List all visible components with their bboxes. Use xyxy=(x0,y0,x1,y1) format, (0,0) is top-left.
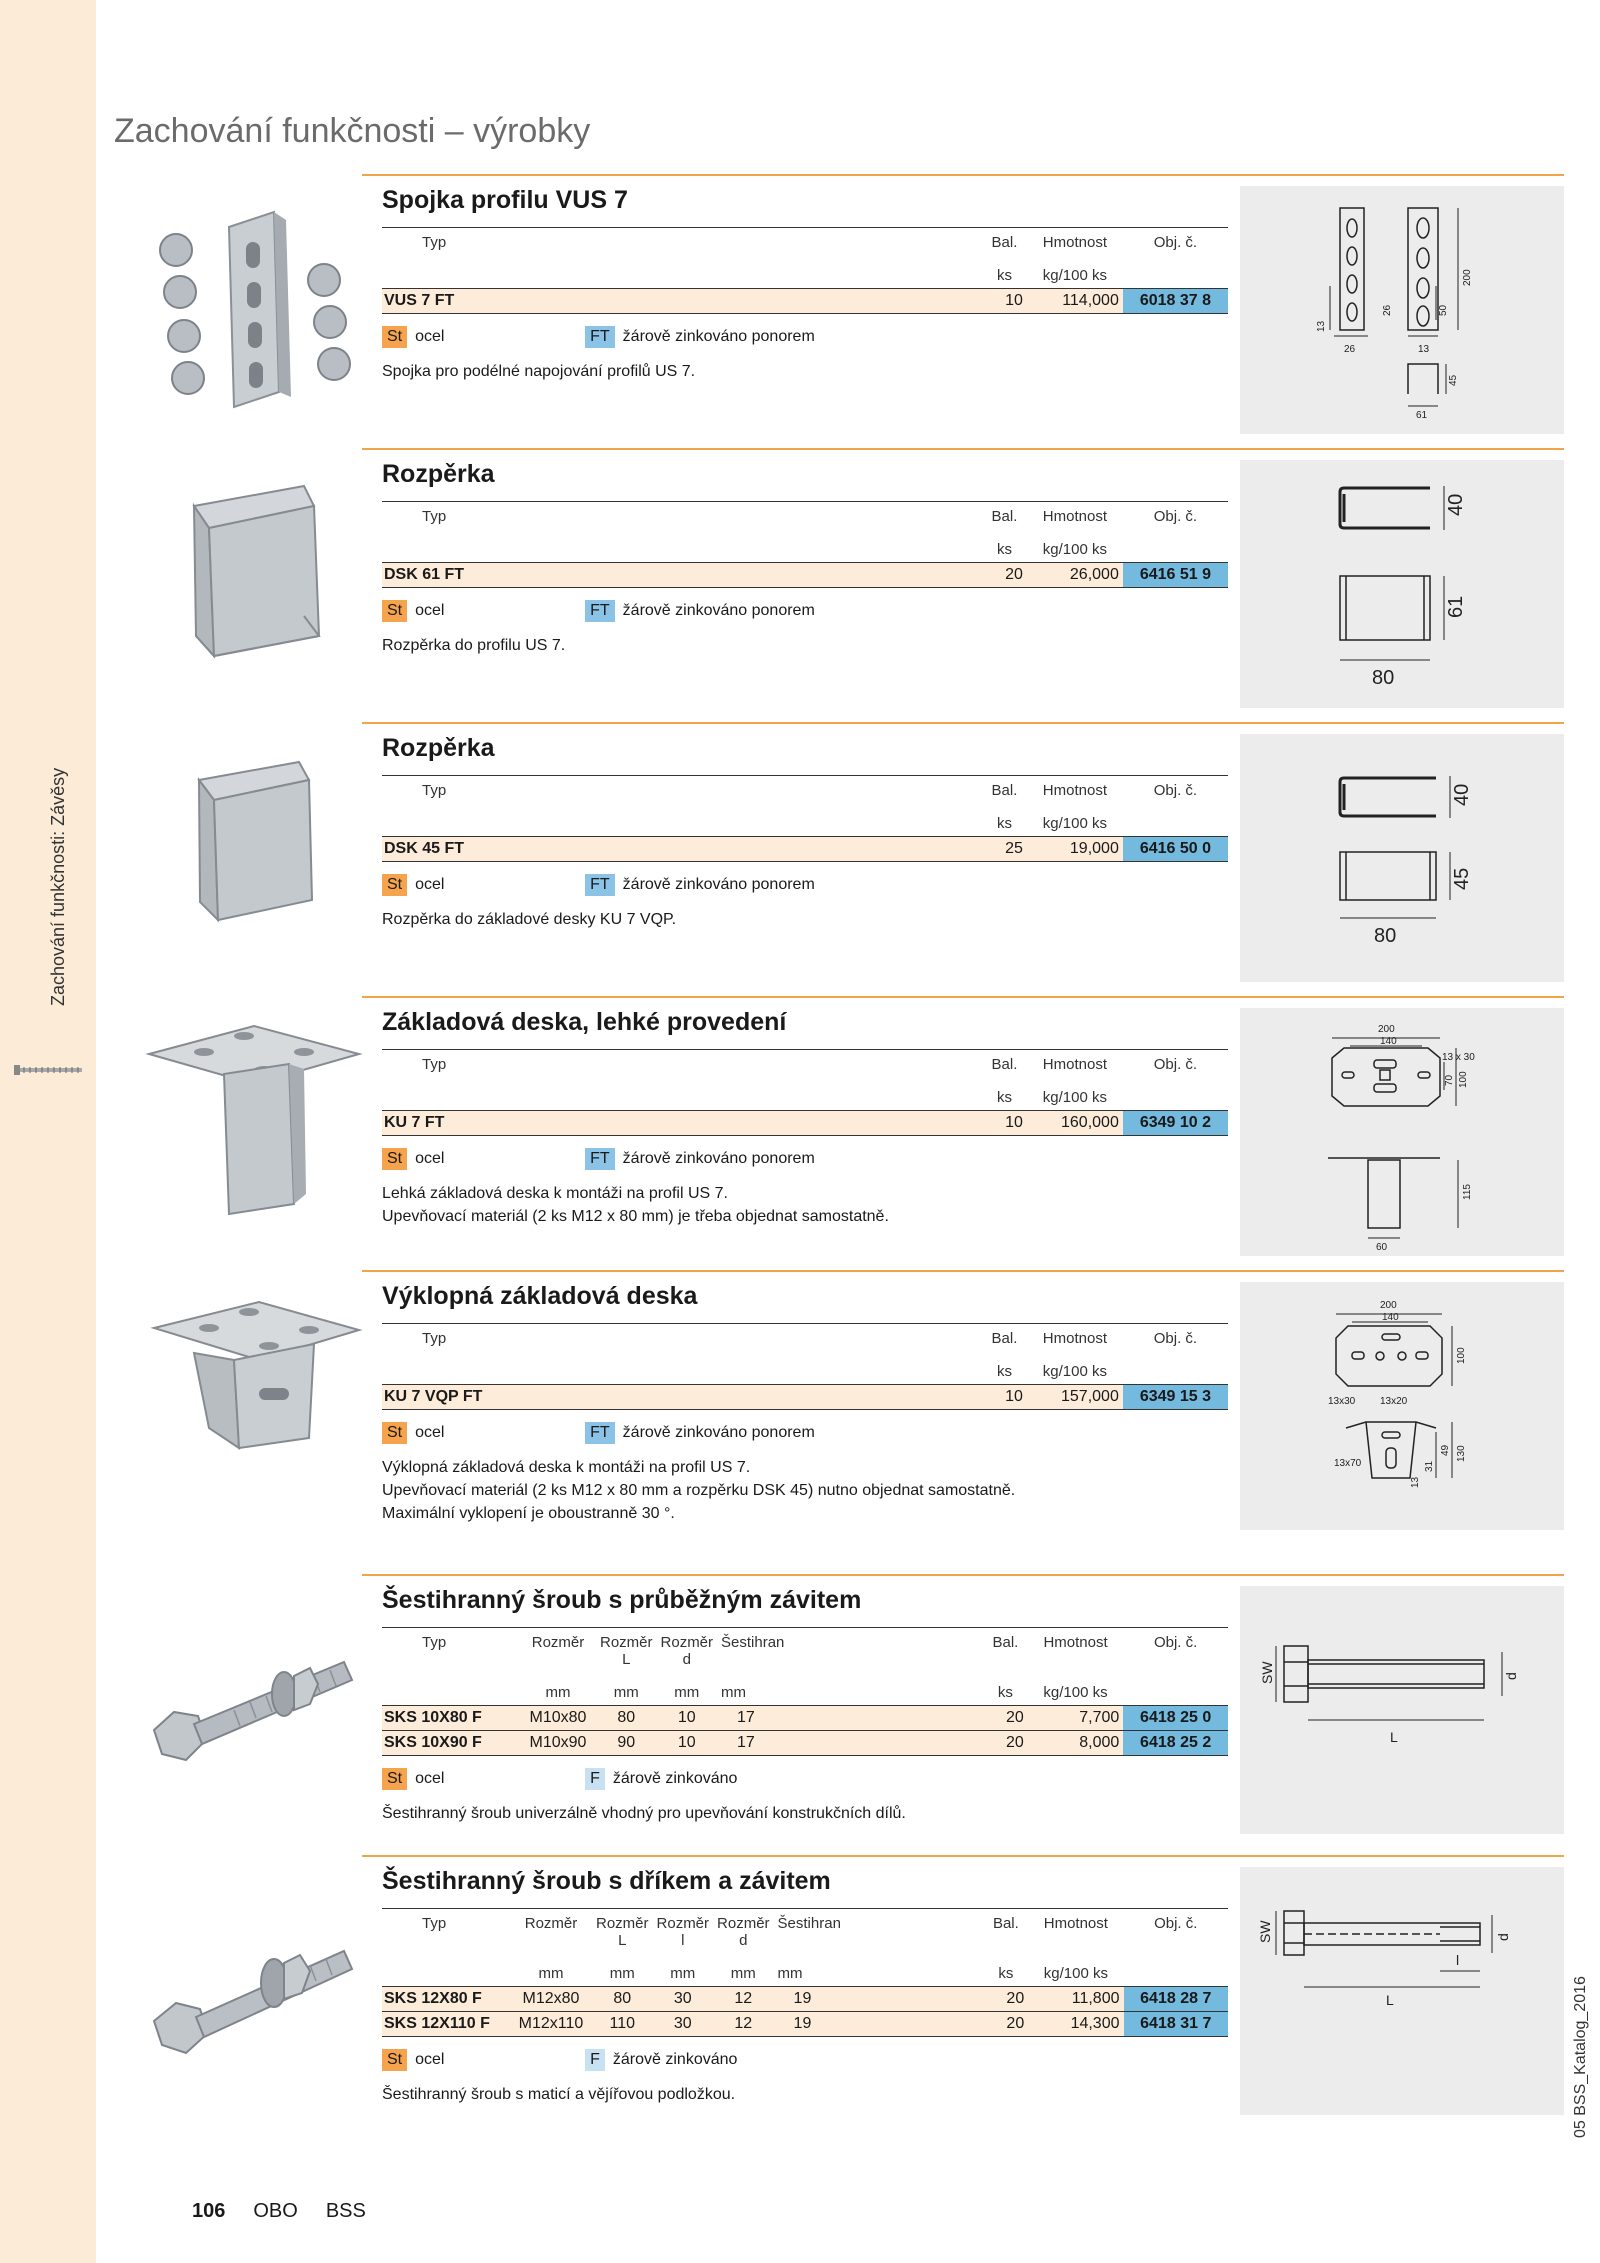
material-legend xyxy=(382,598,1228,624)
dim-d: d xyxy=(1495,1933,1511,1941)
table-row xyxy=(382,1111,1228,1136)
desc-line: Rozpěrka do základové desky KU 7 VQP. xyxy=(382,911,677,928)
ft-label: žárově zinkováno ponorem xyxy=(622,1150,815,1167)
col-rozmer-L: Rozměr L xyxy=(600,1634,653,1668)
table-row xyxy=(382,563,1228,588)
dim-13x30: 13 x 30 xyxy=(1442,1052,1475,1063)
cell-bal: 10 xyxy=(982,1385,1027,1410)
ft-badge: FT xyxy=(585,600,615,622)
material-legend xyxy=(382,1146,1228,1172)
dim-200: 200 xyxy=(1378,1024,1395,1035)
dim-31: 31 xyxy=(1424,1460,1435,1472)
cell-typ: DSK 45 FT xyxy=(382,837,982,862)
cell-typ: VUS 7 FT xyxy=(382,289,982,314)
cell-hmotnost: 160,000 xyxy=(1027,1111,1123,1136)
product-vus7 xyxy=(114,174,1564,444)
st-badge: St xyxy=(382,600,407,622)
cell-typ: SKS 12X110 F xyxy=(382,2012,510,2037)
desc-line: Spojka pro podélné napojování profilů US 7. xyxy=(382,363,696,380)
unit-ks: ks xyxy=(996,815,1012,832)
product-photo-hex-bolt xyxy=(134,1873,364,2103)
product-description xyxy=(382,1182,1228,1228)
dim-13x30: 13x30 xyxy=(1328,1396,1356,1407)
technical-drawing xyxy=(1240,1282,1564,1530)
spec-table xyxy=(382,1908,1228,2037)
dim-50: 50 xyxy=(1438,304,1449,316)
col-bal: Bal. xyxy=(991,1330,1018,1347)
dim-26b: 26 xyxy=(1382,304,1393,316)
dim-45: 45 xyxy=(1448,374,1459,386)
st-label: ocel xyxy=(415,876,445,893)
cell-sestihran: 17 xyxy=(717,1731,983,1756)
col-bal: Bal. xyxy=(991,234,1018,251)
cell-sestihran: 19 xyxy=(774,1987,984,2012)
cell-d: 12 xyxy=(713,2012,774,2037)
desc-line: Maximální vyklopení je oboustranně 30 °. xyxy=(382,1505,675,1522)
cell-typ: KU 7 FT xyxy=(382,1111,982,1136)
table-row xyxy=(382,1385,1228,1410)
product-name: Výklopná základová deska xyxy=(382,1282,698,1310)
dim-70: 70 xyxy=(1444,1074,1455,1086)
cell-obj: 6418 25 2 xyxy=(1123,1731,1228,1756)
dim-140: 140 xyxy=(1380,1036,1397,1047)
dim-60: 60 xyxy=(1376,1242,1388,1253)
col-typ: Typ xyxy=(422,234,447,251)
st-label: ocel xyxy=(415,1770,445,1787)
col-hmotnost: Hmotnost xyxy=(1042,1056,1107,1073)
unit-ks: ks xyxy=(997,1684,1013,1701)
col-sestihran: Šestihran xyxy=(721,1634,785,1651)
spec-table xyxy=(382,501,1228,588)
spec-table xyxy=(382,1627,1228,1756)
ft-label: žárově zinkováno ponorem xyxy=(622,328,815,345)
cell-sestihran: 19 xyxy=(774,2012,984,2037)
dim-130: 130 xyxy=(1456,1445,1467,1462)
col-bal: Bal. xyxy=(992,1915,1019,1932)
cell-hmotnost: 14,300 xyxy=(1028,2012,1123,2037)
col-hmotnost: Hmotnost xyxy=(1042,234,1107,251)
unit-kg: kg/100 ks xyxy=(1043,1965,1108,1982)
unit-kg: kg/100 ks xyxy=(1042,541,1107,558)
unit-mm: mm xyxy=(609,1965,635,1982)
col-sestihran: Šestihran xyxy=(777,1915,841,1932)
cell-hmotnost: 8,000 xyxy=(1028,1731,1123,1756)
f-label: žárově zinkováno xyxy=(612,1770,738,1787)
product-description xyxy=(382,2083,1228,2106)
side-strip xyxy=(0,0,96,2263)
st-badge: St xyxy=(382,874,407,896)
cell-typ: KU 7 VQP FT xyxy=(382,1385,982,1410)
cell-bal: 20 xyxy=(983,1731,1028,1756)
cell-bal: 20 xyxy=(984,2012,1029,2037)
cell-hmotnost: 11,800 xyxy=(1028,1987,1123,2012)
cell-bal: 20 xyxy=(984,1987,1029,2012)
desc-line: Lehká základová deska k montáži na profil US 7. xyxy=(382,1185,728,1202)
col-obj: Obj. č. xyxy=(1153,1634,1198,1651)
dim-13b: 13 xyxy=(1418,344,1430,355)
dim-45: 45 xyxy=(1451,867,1473,890)
product-photo-spacer xyxy=(134,466,364,696)
f-badge: F xyxy=(585,1768,605,1790)
section-divider xyxy=(362,1574,1564,1576)
technical-drawing xyxy=(1240,1008,1564,1256)
col-typ: Typ xyxy=(422,1056,447,1073)
side-section-label: Zachování funkčnosti: Závěsy xyxy=(48,767,68,1006)
cell-hmotnost: 26,000 xyxy=(1027,563,1123,588)
dim-sw: SW xyxy=(1259,1661,1275,1684)
st-label: ocel xyxy=(415,602,445,619)
table-row xyxy=(382,1731,1228,1756)
cell-bal: 20 xyxy=(983,1706,1028,1731)
st-badge: St xyxy=(382,2049,407,2071)
cell-typ: SKS 10X80 F xyxy=(382,1706,520,1731)
product-photo-tilting-plate xyxy=(134,1288,364,1518)
dim-13: 13 xyxy=(1410,1476,1421,1488)
product-sks10 xyxy=(114,1574,1564,1844)
col-hmotnost: Hmotnost xyxy=(1042,1330,1107,1347)
spec-table xyxy=(382,775,1228,862)
technical-drawing xyxy=(1240,1586,1564,1834)
f-label: žárově zinkováno xyxy=(612,2051,738,2068)
cell-sestihran: 17 xyxy=(717,1706,983,1731)
dim-l: l xyxy=(1456,1952,1460,1968)
desc-line: Upevňovací materiál (2 ks M12 x 80 mm a rozpěrku DSK 45) nutno objednat samostatně. xyxy=(382,1482,1016,1499)
unit-kg: kg/100 ks xyxy=(1043,1684,1108,1701)
col-typ: Typ xyxy=(422,508,447,525)
dim-200: 200 xyxy=(1380,1300,1397,1311)
col-rozmer: Rozměr xyxy=(531,1634,585,1651)
product-name: Šestihranný šroub s průběžným závitem xyxy=(382,1586,862,1614)
col-rozmer-l: Rozměr l xyxy=(656,1915,710,1949)
unit-kg: kg/100 ks xyxy=(1042,815,1107,832)
product-name: Základová deska, lehké provedení xyxy=(382,1008,787,1036)
cell-L: 80 xyxy=(592,1987,653,2012)
cell-l: 30 xyxy=(653,1987,714,2012)
page-title: Zachování funkčnosti – výrobky xyxy=(114,112,591,150)
section-divider xyxy=(362,722,1564,724)
col-typ: Typ xyxy=(422,1915,447,1932)
dim-115: 115 xyxy=(1462,1184,1473,1200)
dim-L: L xyxy=(1386,1992,1394,2008)
dim-80: 80 xyxy=(1374,925,1397,947)
dim-61: 61 xyxy=(1445,595,1467,618)
dim-L: L xyxy=(1390,1729,1398,1745)
desc-line: Šestihranný šroub univerzálně vhodný pro upevňování konstrukčních dílů. xyxy=(382,1805,906,1822)
cell-bal: 10 xyxy=(982,1111,1027,1136)
unit-mm: mm xyxy=(538,1965,564,1982)
footer-brand: OBO xyxy=(253,2200,298,2222)
product-photo-base-plate xyxy=(134,1014,364,1244)
product-description xyxy=(382,1802,1228,1825)
dim-13x20: 13x20 xyxy=(1380,1396,1408,1407)
product-photo-hex-bolt xyxy=(134,1592,364,1822)
threaded-rod-icon xyxy=(14,1063,82,1077)
product-photo-coupler xyxy=(134,192,364,422)
dim-100: 100 xyxy=(1456,1347,1467,1364)
ft-label: žárově zinkováno ponorem xyxy=(622,876,815,893)
col-obj: Obj. č. xyxy=(1153,234,1198,251)
col-obj: Obj. č. xyxy=(1153,782,1198,799)
dim-40: 40 xyxy=(1445,493,1467,516)
cell-bal: 20 xyxy=(982,563,1027,588)
unit-mm: mm xyxy=(670,1965,696,1982)
technical-drawing xyxy=(1240,734,1564,982)
unit-ks: ks xyxy=(996,1089,1012,1106)
col-bal: Bal. xyxy=(992,1634,1019,1651)
technical-drawing xyxy=(1240,1867,1564,2115)
section-divider xyxy=(362,174,1564,176)
page-footer xyxy=(192,2200,366,2223)
dim-140: 140 xyxy=(1382,1312,1399,1323)
product-description xyxy=(382,1456,1228,1525)
dim-sw: SW xyxy=(1257,1920,1273,1943)
cell-obj: 6416 50 0 xyxy=(1123,837,1228,862)
unit-ks: ks xyxy=(998,1965,1014,1982)
dim-100: 100 xyxy=(1458,1071,1469,1088)
product-description xyxy=(382,360,1228,383)
col-rozmer-L: Rozměr L xyxy=(596,1915,649,1949)
desc-line: Upevňovací materiál (2 ks M12 x 80 mm) je třeba objednat samostatně. xyxy=(382,1208,889,1225)
cell-l: 30 xyxy=(653,2012,714,2037)
dim-40: 40 xyxy=(1451,783,1473,806)
spec-table xyxy=(382,1323,1228,1410)
cell-d: 10 xyxy=(657,1731,718,1756)
cell-obj: 6018 37 8 xyxy=(1123,289,1228,314)
dim-d: d xyxy=(1503,1672,1519,1680)
col-rozmer: Rozměr xyxy=(524,1915,578,1932)
cell-obj: 6418 25 0 xyxy=(1123,1706,1228,1731)
cell-obj: 6418 31 7 xyxy=(1124,2012,1229,2037)
technical-drawing xyxy=(1240,460,1564,708)
product-name: Rozpěrka xyxy=(382,460,495,488)
col-rozmer-d: Rozměr d xyxy=(717,1915,770,1949)
product-sks12 xyxy=(114,1855,1564,2125)
unit-mm: mm xyxy=(721,1684,747,1701)
dim-80: 80 xyxy=(1372,667,1395,689)
st-label: ocel xyxy=(415,2051,445,2068)
ft-badge: FT xyxy=(585,1422,615,1444)
product-dsk45 xyxy=(114,722,1564,992)
cell-bal: 10 xyxy=(982,289,1027,314)
cell-obj: 6418 28 7 xyxy=(1124,1987,1229,2012)
col-typ: Typ xyxy=(422,1330,447,1347)
st-label: ocel xyxy=(415,328,445,345)
catalog-label: 05 BSS_Katalog_2016 xyxy=(1572,1976,1589,2138)
st-badge: St xyxy=(382,1148,407,1170)
cell-rozmer: M12x110 xyxy=(510,2012,592,2037)
product-name: Rozpěrka xyxy=(382,734,495,762)
product-name: Spojka profilu VUS 7 xyxy=(382,186,628,214)
cell-obj: 6349 15 3 xyxy=(1123,1385,1228,1410)
material-legend xyxy=(382,872,1228,898)
unit-mm: mm xyxy=(777,1965,803,1982)
ft-label: žárově zinkováno ponorem xyxy=(622,602,815,619)
material-legend xyxy=(382,1420,1228,1446)
st-badge: St xyxy=(382,326,407,348)
col-bal: Bal. xyxy=(991,782,1018,799)
table-row xyxy=(382,1706,1228,1731)
col-hmotnost: Hmotnost xyxy=(1042,508,1107,525)
spec-table xyxy=(382,1049,1228,1136)
ft-badge: FT xyxy=(585,1148,615,1170)
cell-rozmer: M10x90 xyxy=(520,1731,596,1756)
section-divider xyxy=(362,996,1564,998)
dim-13: 13 xyxy=(1316,320,1327,332)
table-row xyxy=(382,2012,1228,2037)
cell-d: 10 xyxy=(657,1706,718,1731)
section-divider xyxy=(362,1270,1564,1272)
page-number: 106 xyxy=(192,2200,226,2222)
unit-ks: ks xyxy=(996,267,1012,284)
table-row xyxy=(382,1987,1228,2012)
material-legend xyxy=(382,2047,1228,2073)
section-divider xyxy=(362,1855,1564,1857)
cell-hmotnost: 19,000 xyxy=(1027,837,1123,862)
ft-label: žárově zinkováno ponorem xyxy=(622,1424,815,1441)
dim-13x70: 13x70 xyxy=(1334,1458,1362,1469)
unit-ks: ks xyxy=(996,541,1012,558)
product-name: Šestihranný šroub s dříkem a závitem xyxy=(382,1867,831,1895)
st-label: ocel xyxy=(415,1424,445,1441)
cell-L: 110 xyxy=(592,2012,653,2037)
product-description xyxy=(382,634,1228,657)
desc-line: Výklopná základová deska k montáži na profil US 7. xyxy=(382,1459,751,1476)
cell-bal: 25 xyxy=(982,837,1027,862)
col-bal: Bal. xyxy=(991,1056,1018,1073)
cell-hmotnost: 157,000 xyxy=(1027,1385,1123,1410)
spec-table xyxy=(382,227,1228,314)
col-rozmer-d: Rozměr d xyxy=(660,1634,714,1668)
col-typ: Typ xyxy=(422,782,447,799)
technical-drawing xyxy=(1240,186,1564,434)
cell-L: 90 xyxy=(596,1731,657,1756)
cell-L: 80 xyxy=(596,1706,657,1731)
unit-kg: kg/100 ks xyxy=(1042,1363,1107,1380)
st-badge: St xyxy=(382,1768,407,1790)
cell-rozmer: M10x80 xyxy=(520,1706,596,1731)
col-obj: Obj. č. xyxy=(1153,508,1198,525)
material-legend xyxy=(382,1766,1228,1792)
unit-kg: kg/100 ks xyxy=(1042,1089,1107,1106)
desc-line: Šestihranný šroub s maticí a vějířovou podložkou. xyxy=(382,2086,736,2103)
col-bal: Bal. xyxy=(991,508,1018,525)
cell-rozmer: M12x80 xyxy=(510,1987,592,2012)
ft-badge: FT xyxy=(585,874,615,896)
col-hmotnost: Hmotnost xyxy=(1042,782,1107,799)
dim-61: 61 xyxy=(1416,410,1428,421)
col-obj: Obj. č. xyxy=(1153,1330,1198,1347)
material-legend xyxy=(382,324,1228,350)
cell-obj: 6349 10 2 xyxy=(1123,1111,1228,1136)
product-ku7vqp xyxy=(114,1270,1564,1540)
st-label: ocel xyxy=(415,1150,445,1167)
col-obj: Obj. č. xyxy=(1153,1056,1198,1073)
unit-ks: ks xyxy=(996,1363,1012,1380)
table-row xyxy=(382,289,1228,314)
product-dsk61 xyxy=(114,448,1564,718)
col-hmotnost: Hmotnost xyxy=(1043,1634,1108,1651)
table-row xyxy=(382,837,1228,862)
cell-hmotnost: 7,700 xyxy=(1028,1706,1123,1731)
ft-badge: FT xyxy=(585,326,615,348)
section-divider xyxy=(362,448,1564,450)
unit-mm: mm xyxy=(730,1965,756,1982)
dim-49: 49 xyxy=(1440,1444,1451,1456)
col-obj: Obj. č. xyxy=(1154,1915,1198,1932)
product-description xyxy=(382,908,1228,931)
unit-mm: mm xyxy=(674,1684,700,1701)
st-badge: St xyxy=(382,1422,407,1444)
unit-mm: mm xyxy=(545,1684,571,1701)
cell-obj: 6416 51 9 xyxy=(1123,563,1228,588)
product-photo-spacer xyxy=(134,740,364,970)
cell-d: 12 xyxy=(713,1987,774,2012)
f-badge: F xyxy=(585,2049,605,2071)
col-typ: Typ xyxy=(422,1634,447,1651)
unit-mm: mm xyxy=(613,1684,639,1701)
dim-26a: 26 xyxy=(1344,344,1356,355)
desc-line: Rozpěrka do profilu US 7. xyxy=(382,637,566,654)
cell-typ: SKS 10X90 F xyxy=(382,1731,520,1756)
footer-section: BSS xyxy=(325,2200,366,2222)
cell-hmotnost: 114,000 xyxy=(1027,289,1123,314)
unit-kg: kg/100 ks xyxy=(1042,267,1107,284)
dim-200: 200 xyxy=(1462,269,1473,286)
col-hmotnost: Hmotnost xyxy=(1043,1915,1108,1932)
product-ku7 xyxy=(114,996,1564,1266)
cell-typ: DSK 61 FT xyxy=(382,563,982,588)
cell-typ: SKS 12X80 F xyxy=(382,1987,510,2012)
